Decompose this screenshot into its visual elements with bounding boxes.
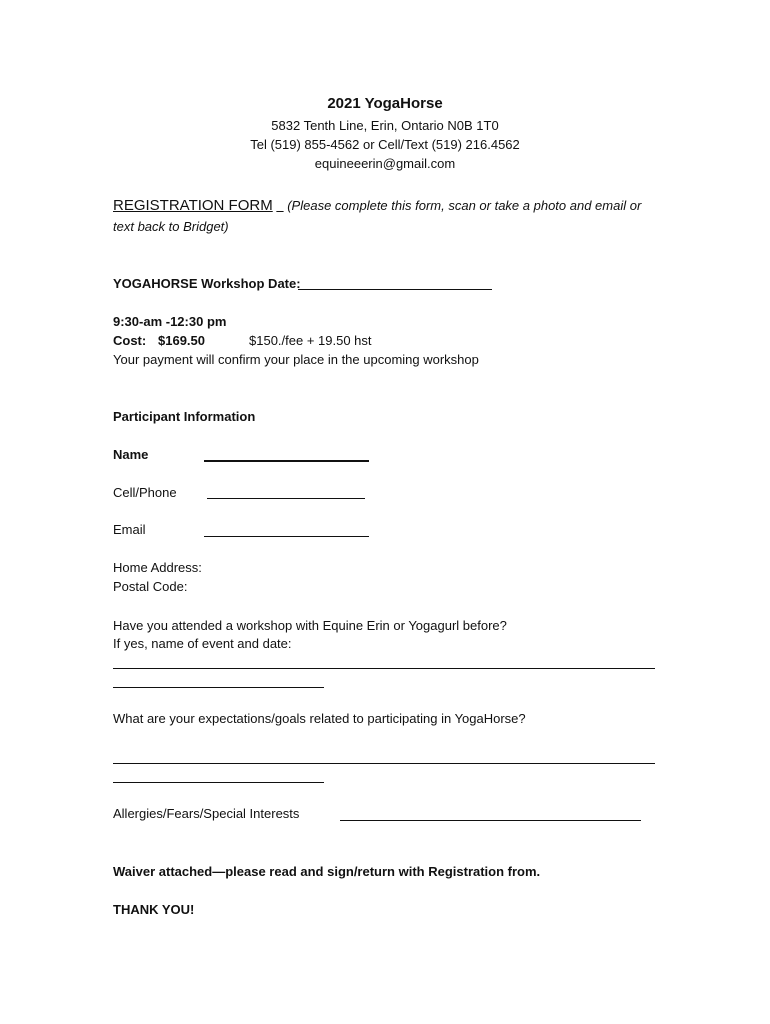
thank-you: THANK YOU!: [113, 902, 195, 917]
email-line: equineeerin@gmail.com: [314, 156, 456, 171]
instructions-text-cont: text back to Bridget): [113, 219, 229, 234]
workshop-time: 9:30-am -12:30 pm: [113, 314, 227, 329]
registration-heading: REGISTRATION FORM: [113, 197, 273, 214]
fee-breakdown: $150./fee + 19.50 hst: [249, 333, 372, 348]
email-field[interactable]: [204, 536, 369, 537]
attended-question: Have you attended a workshop with Equine Erin or Yogagurl before?: [113, 618, 507, 633]
participant-section-title: Participant Information: [113, 409, 256, 424]
home-address-label: Home Address:: [113, 560, 202, 575]
name-field[interactable]: [204, 460, 369, 462]
cost-label: Cost:: [113, 333, 147, 348]
phone-field[interactable]: [207, 498, 365, 499]
phone-label: Cell/Phone: [113, 485, 177, 500]
expectations-answer-line-1[interactable]: [113, 763, 655, 764]
expectations-question: What are your expectations/goals related to participating in YogaHorse?: [113, 711, 526, 726]
attended-answer-line-1[interactable]: [113, 668, 655, 669]
workshop-date-field[interactable]: [298, 289, 492, 290]
expectations-answer-line-2[interactable]: [113, 782, 324, 783]
address-line: 5832 Tenth Line, Erin, Ontario N0B 1T0: [271, 118, 499, 133]
workshop-date-label: YOGAHORSE Workshop Date:: [113, 276, 301, 291]
instructions-text: (Please complete this form, scan or take a photo and email or: [287, 198, 642, 213]
email-label: Email: [113, 522, 146, 537]
attended-answer-line-2[interactable]: [113, 687, 324, 688]
waiver-note: Waiver attached—please read and sign/return with Registration from.: [113, 864, 541, 879]
registration-heading-row: [113, 197, 641, 214]
allergies-label: Allergies/Fears/Special Interests: [113, 806, 300, 821]
postal-code-label: Postal Code:: [113, 579, 188, 594]
page-title: 2021 YogaHorse: [327, 95, 443, 112]
payment-note: Your payment will confirm your place in the upcoming workshop: [113, 352, 479, 367]
cost-value: $169.50: [158, 333, 205, 348]
name-label: Name: [113, 447, 149, 462]
attended-followup: If yes, name of event and date:: [113, 636, 292, 651]
phone-line: Tel (519) 855-4562 or Cell/Text (519) 216.4562: [250, 137, 520, 152]
allergies-field[interactable]: [340, 820, 641, 821]
